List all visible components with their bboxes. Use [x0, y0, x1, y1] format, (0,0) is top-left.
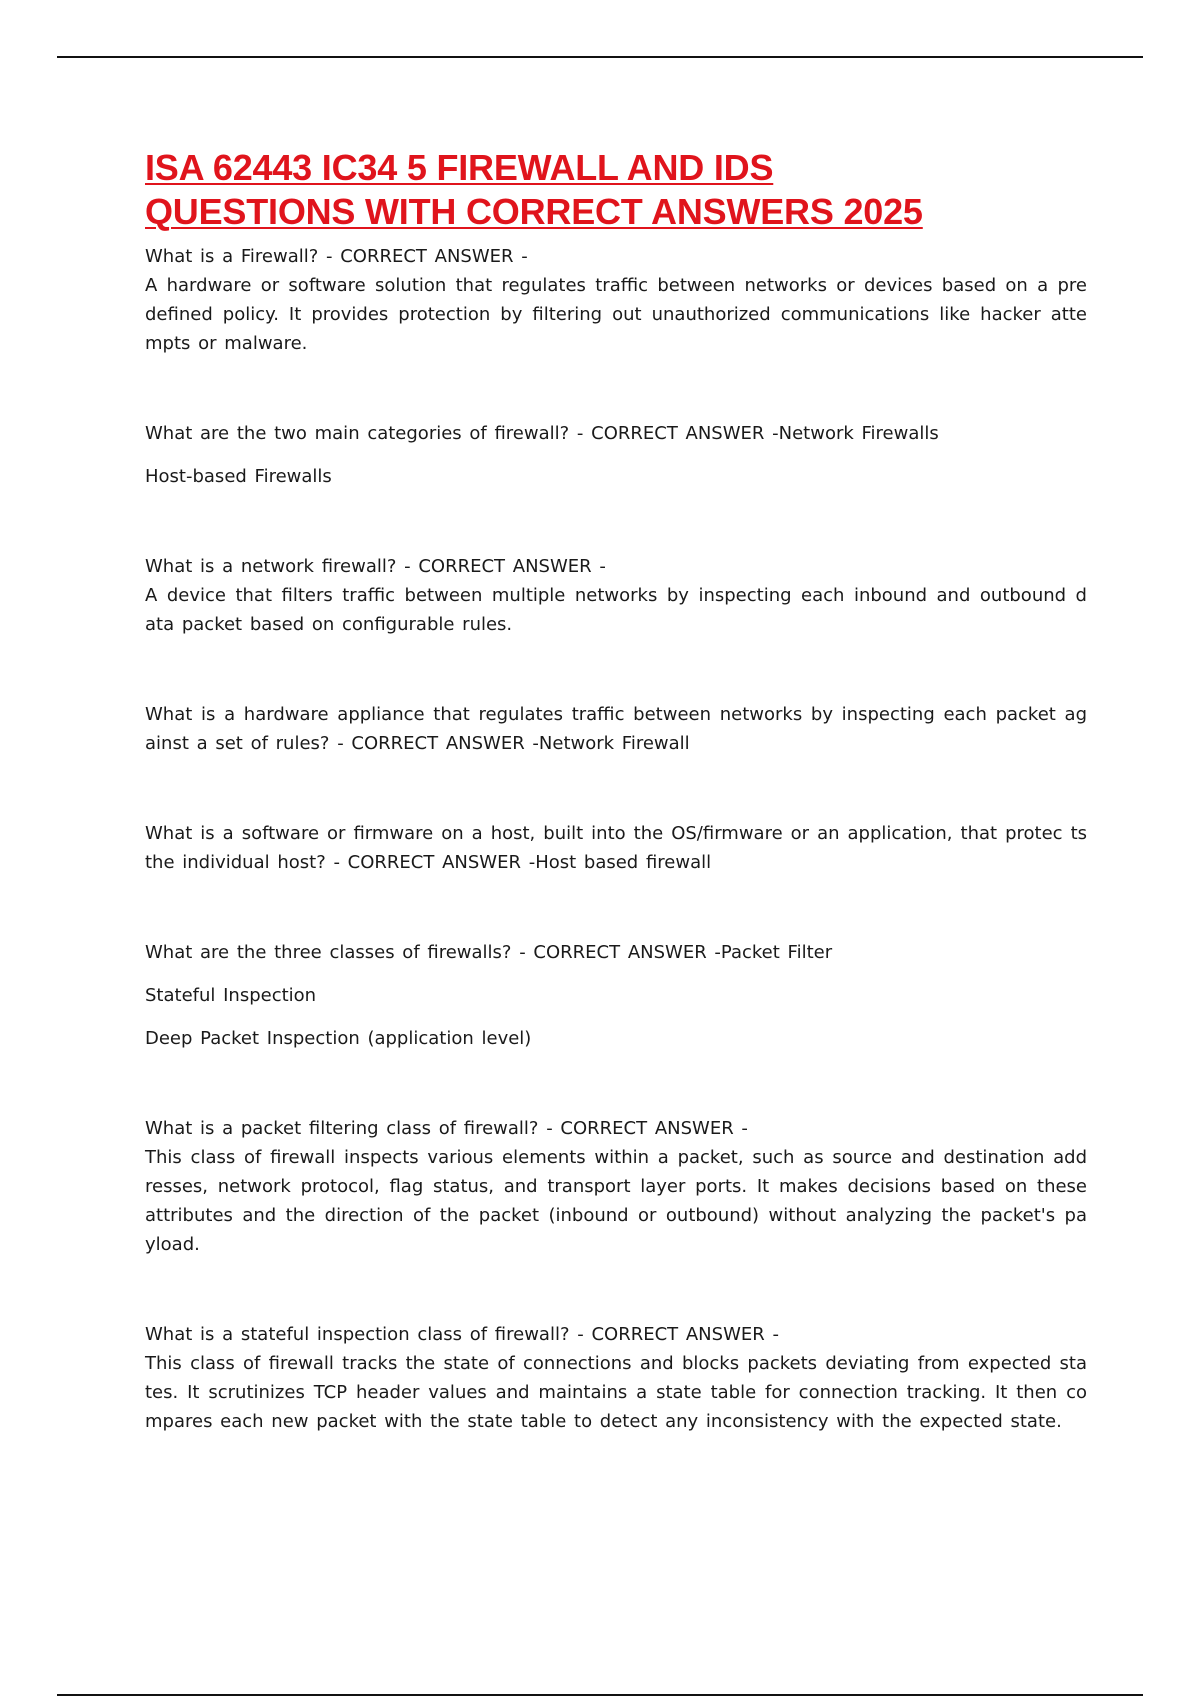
answer-8: This class of firewall tracks the state of connections and blocks packets deviating from expected sta tes. It scrutinizes TCP header values and maintains a state table for connection tracking. It then co mpares each new packet with the state table to detect any inconsistency with the expected state.	[145, 1353, 1087, 1432]
answer-6-extra-2: Deep Packet Inspection (application level)	[145, 1028, 532, 1049]
question-6: What are the three classes of firewalls? - CORRECT ANSWER -Packet Filter	[145, 942, 833, 963]
title-line-1: ISA 62443 IC34 5 FIREWALL AND IDS	[145, 147, 774, 188]
question-4: What is a hardware appliance that regulates traffic between networks by inspecting each packet ag ainst a set of rules? - CORRECT ANSWER -Network Firewall	[145, 704, 1087, 754]
question-8: What is a stateful inspection class of firewall? - CORRECT ANSWER -	[145, 1324, 779, 1345]
question-5: What is a software or firmware on a host, built into the OS/firmware or an application, that protec ts the individual host? - CORRECT ANSWER -Host based firewall	[145, 823, 1087, 873]
qa-item-5	[145, 819, 1087, 877]
answer-6-extra-1: Stateful Inspection	[145, 985, 317, 1006]
qa-item-1	[145, 242, 1087, 358]
answer-3: A device that filters traffic between multiple networks by inspecting each inbound and outbound d ata packet based on configurable rules.	[145, 585, 1087, 635]
title-line-2: QUESTIONS WITH CORRECT ANSWERS 2025	[145, 191, 923, 232]
header-rule	[57, 56, 1143, 58]
question-1: What is a Firewall? - CORRECT ANSWER -	[145, 246, 528, 267]
question-3: What is a network firewall? - CORRECT ANSWER -	[145, 556, 606, 577]
document-title	[145, 146, 1087, 234]
qa-item-4	[145, 700, 1087, 758]
question-7: What is a packet filtering class of firewall? - CORRECT ANSWER -	[145, 1118, 748, 1139]
answer-2-extra-1: Host-based Firewalls	[145, 466, 332, 487]
footer-rule	[57, 1694, 1143, 1696]
answer-7: This class of firewall inspects various elements within a packet, such as source and destination add resses, network protocol, flag status, and transport layer ports. It makes decisions based on these attributes and the direction of the packet (inbound or outbound) without analyzing the packet's pa yload.	[145, 1147, 1087, 1255]
qa-item-7	[145, 1114, 1087, 1259]
question-2: What are the two main categories of firewall? - CORRECT ANSWER -Network Firewalls	[145, 423, 939, 444]
qa-item-6	[145, 938, 1087, 1053]
qa-item-2	[145, 419, 1087, 491]
answer-1: A hardware or software solution that regulates traffic between networks or devices based on a pre defined policy. It provides protection by filtering out unauthorized communications like hacker atte mpts or malware.	[145, 275, 1087, 354]
qa-item-3	[145, 552, 1087, 639]
document-body	[145, 146, 1087, 1436]
qa-item-8	[145, 1320, 1087, 1436]
